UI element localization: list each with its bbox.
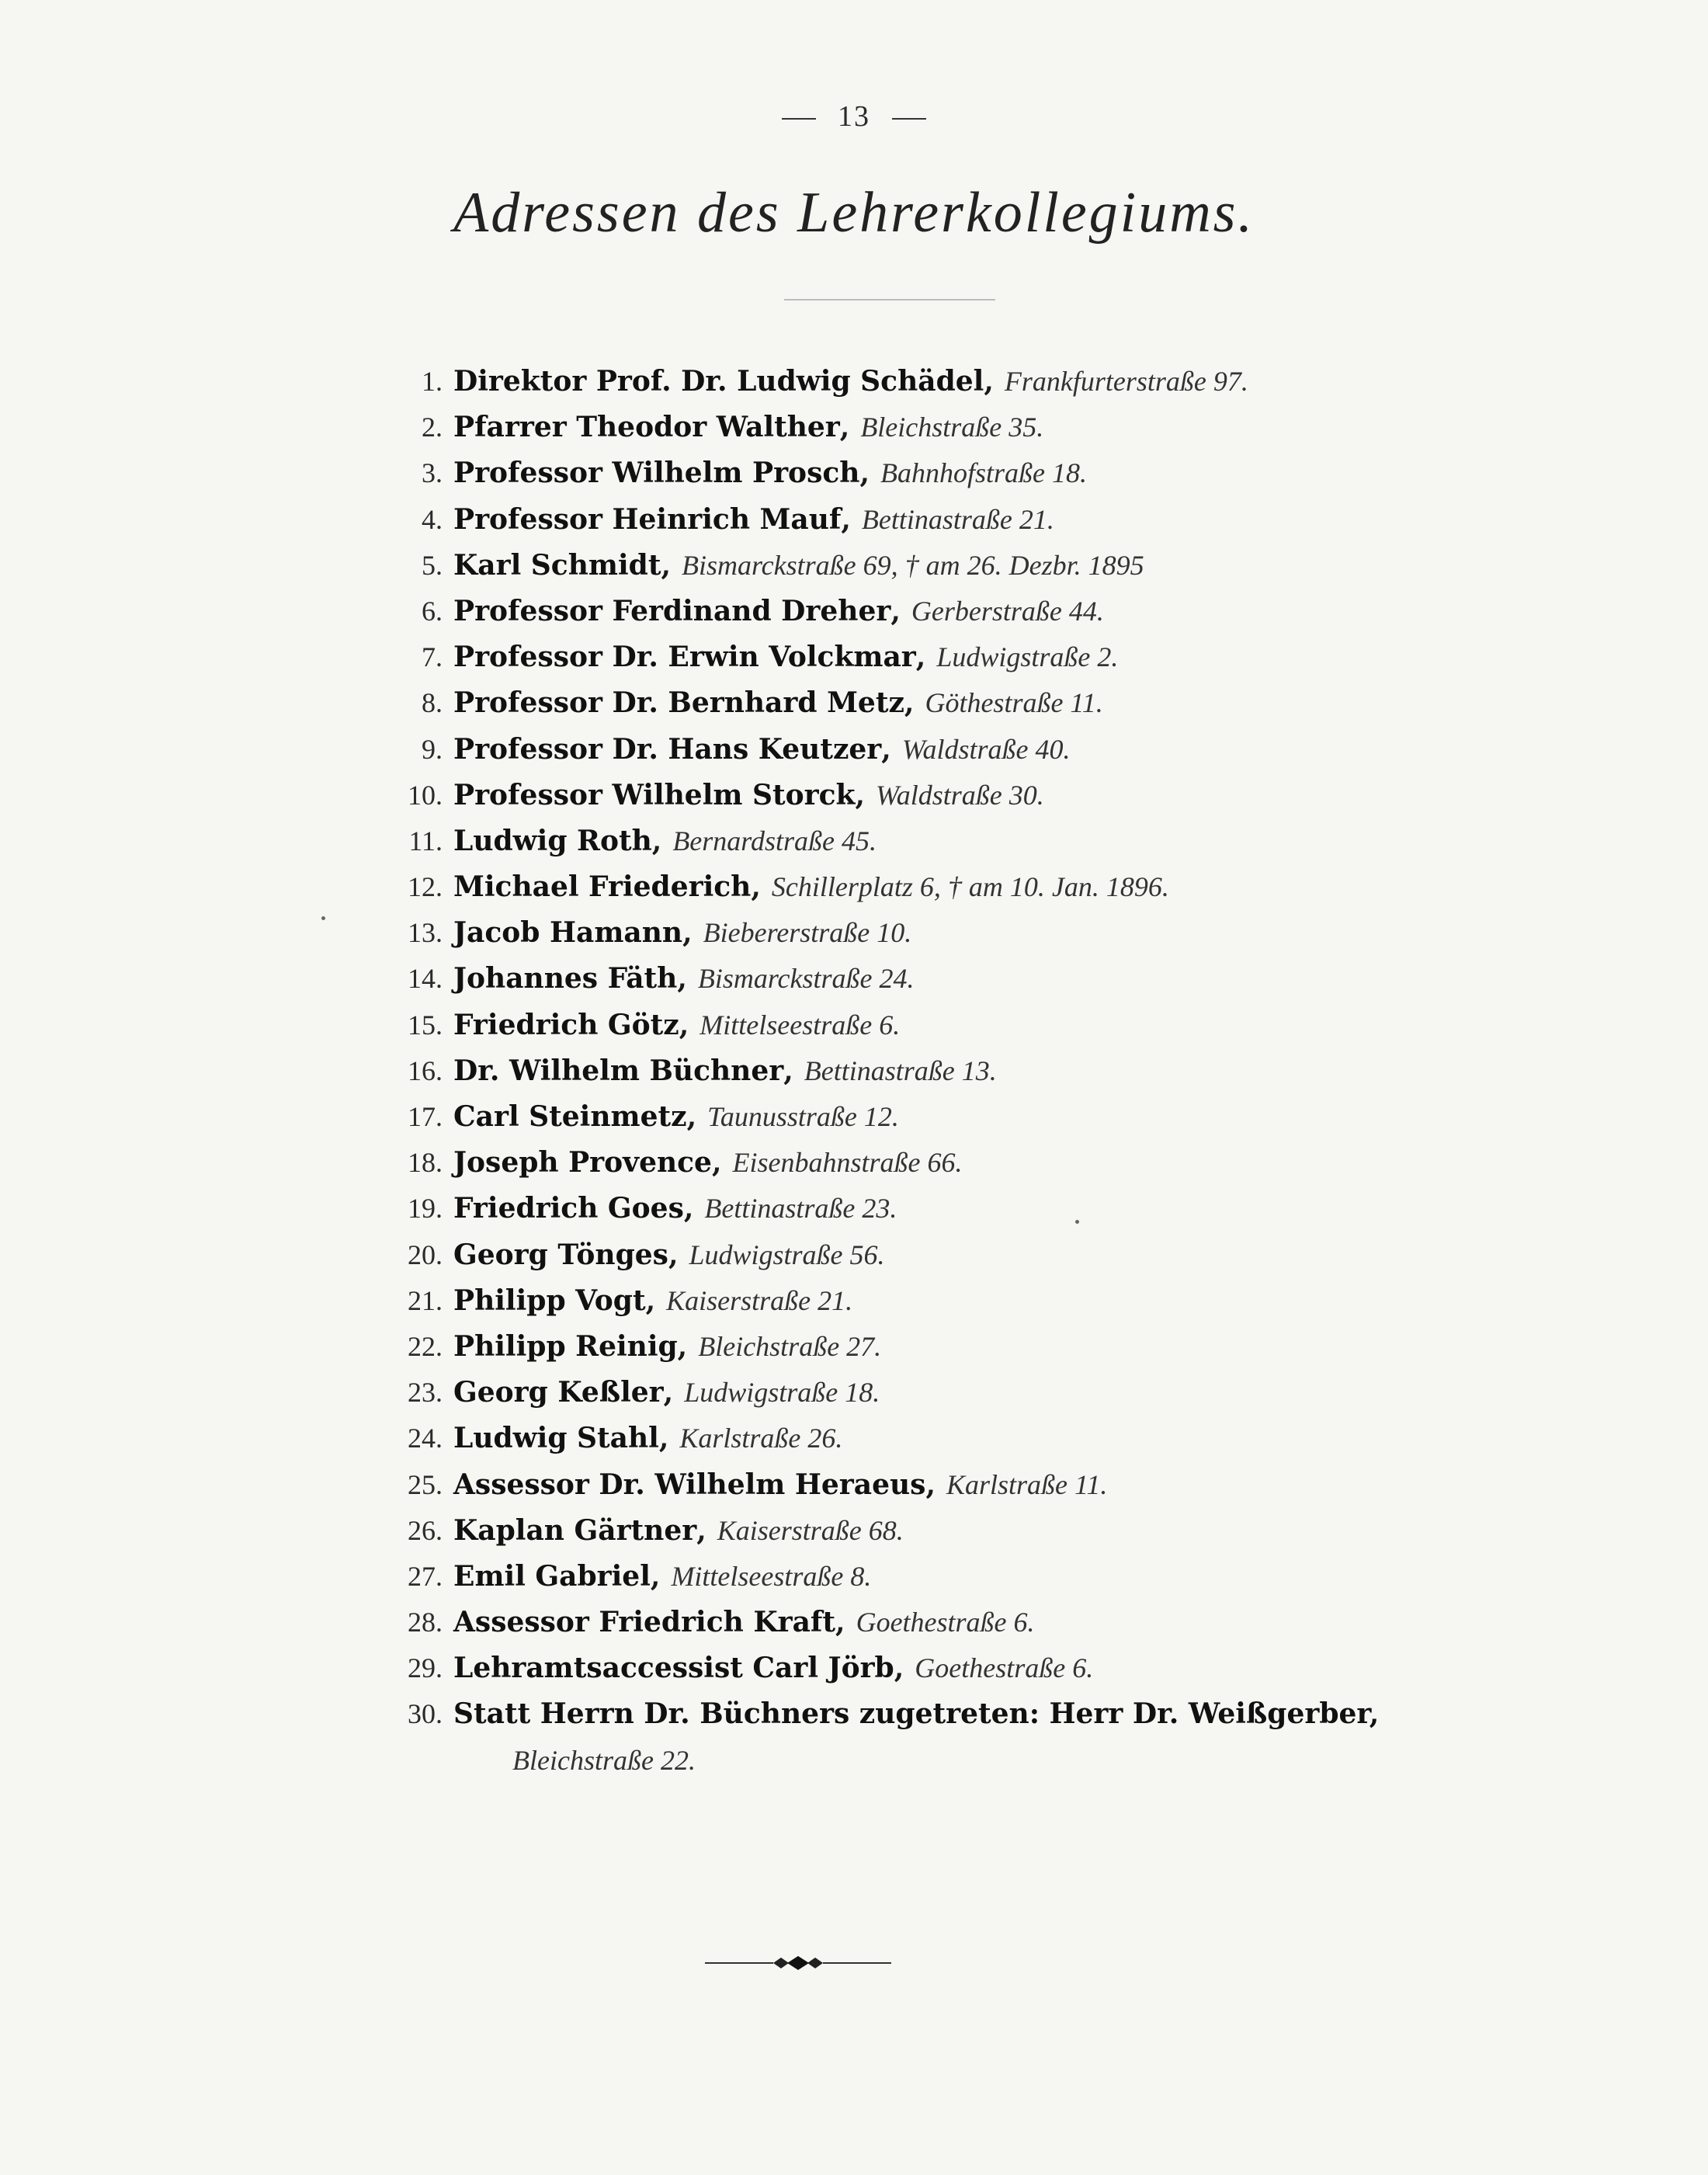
entry-number: 8. [422,687,443,719]
list-item: 3. Professor Wilhelm Prosch, Bahnhofstraße 18. [0,450,1708,496]
entry-number: 7. [422,641,443,673]
list-item: 1. Direktor Prof. Dr. Ludwig Schädel, Frankfurterstraße 97. [0,359,1708,405]
entry-number: 28. [408,1607,443,1638]
entry-address: Karlstraße 11. [946,1468,1108,1500]
entry-number: 29. [408,1652,443,1684]
entry-address: Goethestraße 6. [856,1607,1035,1638]
entry-number: 16. [408,1054,443,1086]
list-item: 25. Assessor Dr. Wilhelm Heraeus, Karlstraße 11. [0,1462,1708,1508]
entry-address: Bleichstraße 35. [860,412,1044,443]
title-divider [784,299,995,301]
entry-number: 21. [408,1284,443,1316]
list-item: 5. Karl Schmidt, Bismarckstraße 69, † am 26. Dezbr. 1895 [0,543,1708,589]
entry-number: 27. [408,1560,443,1592]
ornament-icon [705,1954,891,1972]
entry-number: 14. [408,963,443,995]
entry-address: Gerberstraße 44. [911,595,1104,627]
entry-address: Bleichstraße 22. [512,1744,696,1776]
list-item: 10. Professor Wilhelm Storck, Waldstraße 30. [0,773,1708,818]
entry-address: Ludwigstraße 18. [684,1377,880,1409]
list-item: 6. Professor Ferdinand Dreher, Gerberstraße 44. [0,589,1708,634]
entry-name: Assessor Friedrich Kraft [453,1606,836,1639]
list-item: 14. Johannes Fäth, Bismarckstraße 24. [0,956,1708,1002]
entry-address: Bernardstraße 45. [672,825,877,856]
page-number-value: 13 [838,100,870,133]
entry-number: 5. [422,549,443,581]
entry-address: Bahnhofstraße 18. [880,457,1087,489]
entry-address: Bettinastraße 13. [804,1054,997,1086]
entry-name: Ludwig Stahl [453,1422,659,1455]
page-number [0,99,1708,134]
entry-name: Pfarrer Theodor Walther [453,411,840,444]
entry-address: Eisenbahnstraße 66. [732,1147,963,1179]
entry-name: Kaplan Gärtner [453,1513,697,1547]
entry-name: Assessor Dr. Wilhelm Heraeus [453,1468,926,1501]
entry-number: 6. [422,595,443,627]
entry-name: Dr. Wilhelm Büchner [453,1054,784,1087]
list-item: 19. Friedrich Goes, Bettinastraße 23. [0,1186,1708,1232]
page-title: Adressen des Lehrerkollegiums. [453,181,1255,245]
list-item: 21. Philipp Vogt, Kaiserstraße 21. [0,1278,1708,1324]
entry-number: 18. [408,1147,443,1179]
list-item: 26. Kaplan Gärtner, Kaiserstraße 68. [0,1508,1708,1554]
entry-address: Ludwigstraße 56. [689,1239,885,1270]
entry-name: Philipp Vogt [453,1284,646,1317]
entry-address: Bismarckstraße 69, † am 26. Dezbr. 1895 [682,549,1144,581]
entry-number: 23. [408,1377,443,1409]
entry-number: 1. [422,366,443,397]
list-item: 4. Professor Heinrich Mauf, Bettinastraße 21. [0,497,1708,543]
entry-name: Michael Friederich [453,870,752,904]
entry-name: Johannes Fäth [453,962,678,995]
entry-number: 25. [408,1468,443,1500]
entry-number: 3. [422,457,443,489]
list-item: 20. Georg Tönges, Ludwigstraße 56. [0,1232,1708,1278]
entry-address: Waldstraße 30. [876,779,1044,811]
page-number-dash-right [892,118,926,120]
entry-number: 12. [408,871,443,903]
list-item: 22. Philipp Reinig, Bleichstraße 27. [0,1324,1708,1370]
entry-name: Statt Herrn Dr. Büchners zugetreten: Herr Dr. Weißgerber, [453,1697,1380,1731]
entry-number: 15. [408,1009,443,1041]
entry-address: Mittelseestraße 6. [700,1009,901,1041]
entry-address: Taunusstraße 12. [707,1101,899,1132]
entry-address: Bettinastraße 21. [861,503,1054,535]
list-item: 17. Carl Steinmetz, Taunusstraße 12. [0,1094,1708,1140]
entry-name: Friedrich Götz [453,1008,679,1041]
entry-address: Kaiserstraße 21. [666,1284,853,1316]
entry-number: 11. [408,825,443,856]
list-item: 12. Michael Friederich, Schillerplatz 6, † am 10. Jan. 1896. [0,864,1708,910]
list-item: 9. Professor Dr. Hans Keutzer, Waldstraße 40. [0,727,1708,773]
entry-number: 10. [408,779,443,811]
list-item: 23. Georg Keßler, Ludwigstraße 18. [0,1370,1708,1416]
entry-number: 20. [408,1239,443,1270]
entry-name: Direktor Prof. Dr. Ludwig Schädel [453,365,984,398]
list-item: 29. Lehramtsaccessist Carl Jörb, Goethestraße 6. [0,1645,1708,1691]
entry-number: 4. [422,503,443,535]
entry-name: Professor Dr. Hans Keutzer [453,732,882,766]
list-item: 2. Pfarrer Theodor Walther, Bleichstraße 35. [0,405,1708,450]
entry-number: 13. [408,917,443,949]
entry-number: 2. [422,412,443,443]
entry-name: Philipp Reinig [453,1329,678,1363]
entry-address: Goethestraße 6. [915,1652,1094,1684]
list-item: 11. Ludwig Roth, Bernardstraße 45. [0,818,1708,864]
entry-name: Georg Keßler [453,1376,664,1409]
list-item: 24. Ludwig Stahl, Karlstraße 26. [0,1416,1708,1461]
list-item: 18. Joseph Provence, Eisenbahnstraße 66. [0,1140,1708,1186]
entry-address: Biebererstraße 10. [703,917,912,949]
entry-address: Waldstraße 40. [901,733,1071,765]
page-number-dash-left [782,118,816,120]
list-item: 15. Friedrich Götz, Mittelseestraße 6. [0,1002,1708,1048]
entry-name: Lehramtsaccessist Carl Jörb [453,1652,894,1685]
entry-address: Karlstraße 26. [679,1423,843,1454]
paper-speck [321,916,325,920]
list-item: 7. Professor Dr. Erwin Volckmar, Ludwigstraße 2. [0,634,1708,680]
entry-number: 22. [408,1330,443,1362]
entry-name: Georg Tönges [453,1238,668,1271]
entry-name: Jacob Hamann [453,916,683,950]
entry-address: Mittelseestraße 8. [671,1560,872,1592]
address-list [0,359,1708,1784]
entry-name: Professor Ferdinand Dreher [453,594,891,627]
entry-address: Ludwigstraße 2. [936,641,1119,673]
entry-name: Ludwig Roth [453,824,652,857]
entry-name: Karl Schmidt [453,548,661,582]
entry-name: Emil Gabriel [453,1559,651,1593]
entry-name: Professor Wilhelm Storck [453,778,856,811]
entry-number: 9. [422,733,443,765]
entry-address: Göthestraße 11. [925,687,1103,719]
entry-name: Carl Steinmetz [453,1100,687,1133]
list-item: 28. Assessor Friedrich Kraft, Goethestraße 6. [0,1600,1708,1645]
entry-address: Schillerplatz 6, † am 10. Jan. 1896. [771,871,1169,903]
entry-number: 19. [408,1193,443,1225]
list-item: 27. Emil Gabriel, Mittelseestraße 8. [0,1554,1708,1600]
entry-number: 26. [408,1514,443,1546]
entry-name: Professor Heinrich Mauf [453,502,842,536]
entry-number: 24. [408,1423,443,1454]
entry-address: Bleichstraße 27. [698,1330,882,1362]
entry-name: Joseph Provence [453,1146,712,1180]
entry-address: Kaiserstraße 68. [717,1514,904,1546]
list-item [0,1691,1708,1737]
entry-address: Bismarckstraße 24. [697,963,915,995]
list-item: 16. Dr. Wilhelm Büchner, Bettinastraße 13. [0,1048,1708,1094]
entry-name: Professor Wilhelm Prosch [453,457,860,490]
entry-name: Professor Dr. Erwin Volckmar [453,641,916,674]
entry-address: Bettinastraße 23. [704,1193,897,1225]
list-item-continuation [0,1738,1708,1784]
list-item: 13. Jacob Hamann, Biebererstraße 10. [0,910,1708,956]
entry-address: Frankfurterstraße 97. [1004,366,1248,397]
paper-speck [1075,1220,1079,1224]
entry-name: Professor Dr. Bernhard Metz [453,686,904,720]
list-item: 8. Professor Dr. Bernhard Metz, Göthestraße 11. [0,680,1708,726]
entry-name: Friedrich Goes [453,1192,684,1225]
entry-number: 30. [408,1698,443,1730]
entry-number: 17. [408,1101,443,1132]
